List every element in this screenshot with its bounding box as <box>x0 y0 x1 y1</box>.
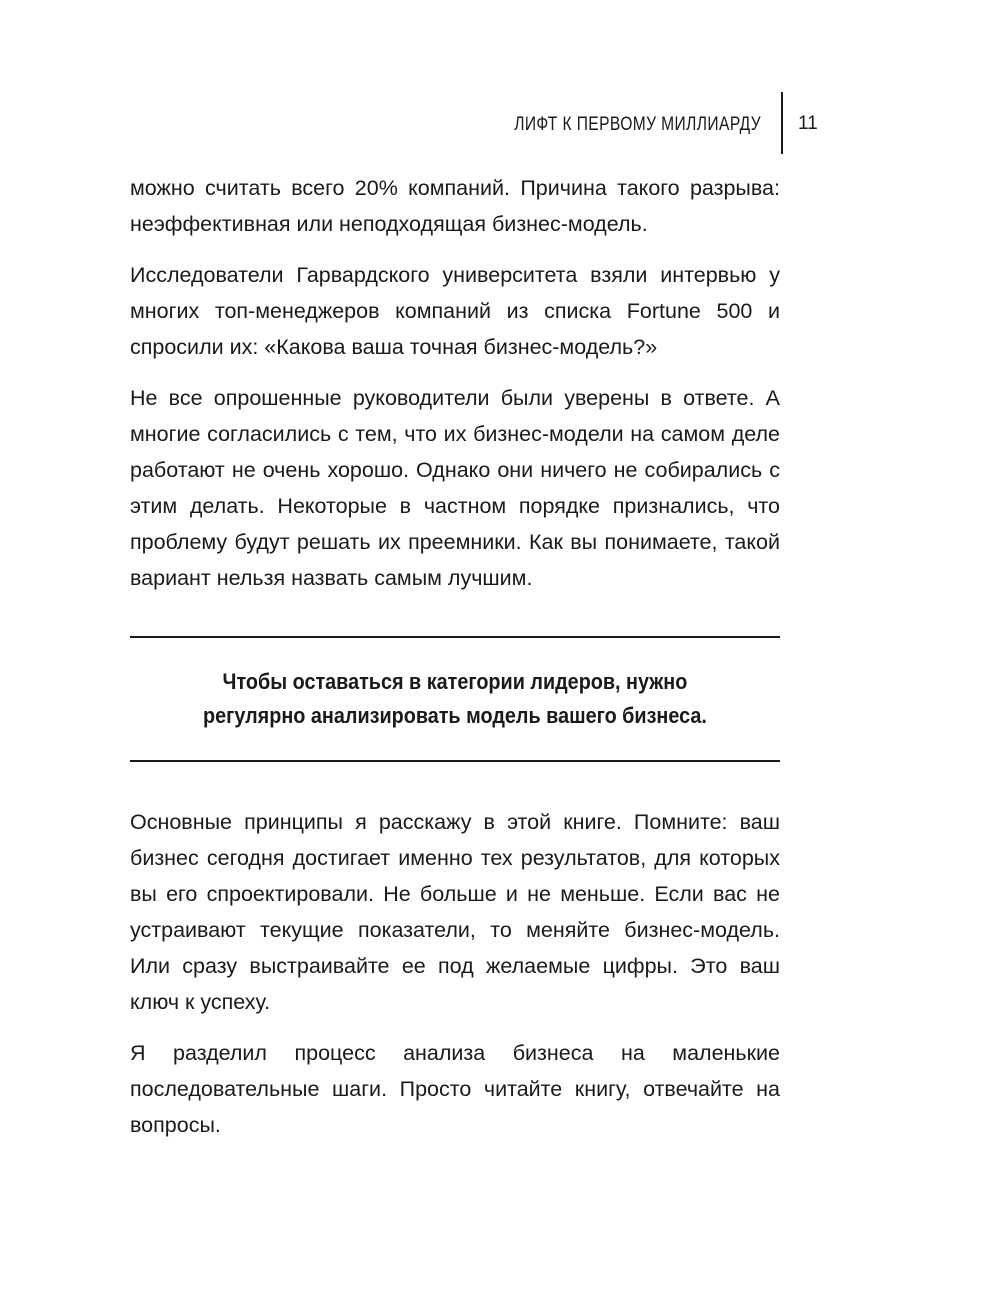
pull-quote-line-2: регулярно анализировать модель вашего бизнеса. <box>203 703 707 728</box>
paragraph-3: Не все опрошенные руководители были уверены в ответе. А многие согласились с тем, что их бизнес-модели на самом деле работают не очень хорошо. Однако они ничего не собирались с этим делать. Некоторые в частном порядке признались, что проблему будут решать их преемники. Как вы понимаете, такой вариант нельзя назвать самым лучшим. <box>130 386 780 590</box>
paragraph-5: Я разделил процесс анализа бизнеса на маленькие последовательные шаги. Просто читайте книгу, отвечайте на вопросы. <box>130 1041 780 1137</box>
pull-quote <box>130 636 780 762</box>
running-title: ЛИФТ К ПЕРВОМУ МИЛЛИАРДУ <box>514 114 761 135</box>
paragraph-1: можно считать всего 20% компаний. Причина такого разрыва: неэффективная или неподходящая бизнес-модель. <box>130 176 780 236</box>
paragraph-4: Основные принципы я расскажу в этой книге. Помните: ваш бизнес сегодня достигает именно тех результатов, для которых вы его спроектировали. Не больше и не меньше. Если вас не устраивают текущие показатели, то меняйте бизнес-модель. Или сразу выстраивайте ее под желаемые цифры. Это ваш ключ к успеху. <box>130 810 780 1014</box>
running-header <box>130 92 821 154</box>
page-body <box>130 170 780 1158</box>
paragraph-2: Исследователи Гарвардского университета взяли интервью у многих топ-менеджеров компаний из списка Fortune 500 и спросили их: «Какова ваша точная бизнес-модель?» <box>130 263 780 359</box>
header-divider <box>781 92 783 154</box>
pull-quote-line-1: Чтобы оставаться в категории лидеров, нужно <box>222 669 688 694</box>
page-number: 11 <box>798 113 818 134</box>
pull-quote-text <box>203 665 707 733</box>
